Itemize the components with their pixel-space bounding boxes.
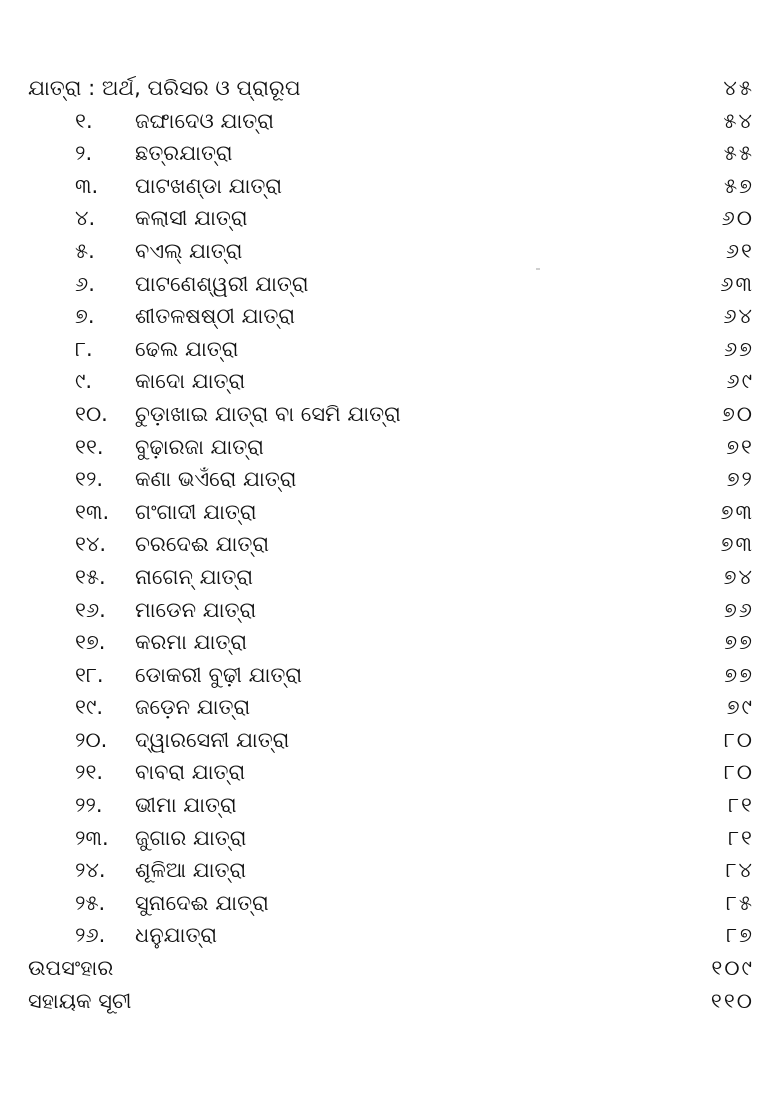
toc-entry	[0, 887, 780, 920]
toc-entry-number: ୧୯.	[75, 695, 104, 720]
toc-entry-page: ୫୪	[723, 108, 754, 133]
toc-entry	[0, 822, 780, 855]
toc-entry-number: ୨୬.	[75, 923, 106, 948]
toc-entry-page: ୬୩	[720, 271, 754, 296]
toc-entry-title: କଣା ଭଏଁରୋ ଯାତ୍ରା	[135, 467, 297, 492]
toc-entry-number: ୪.	[75, 206, 96, 231]
toc-entry	[0, 756, 780, 789]
toc-entry-page: ୬୯	[726, 369, 754, 394]
toc-entry-number: ୫.	[75, 238, 95, 263]
toc-entry	[0, 919, 780, 952]
toc-entry	[0, 463, 780, 496]
toc-entry	[0, 333, 780, 366]
toc-entry	[0, 496, 780, 529]
toc-entry-page: ୧୦୯	[711, 956, 754, 981]
toc-entry-title: ବୁଢ଼ାରଜା ଯାତ୍ରା	[135, 434, 264, 459]
scan-speck	[536, 268, 540, 270]
toc-entry-title: ଡୋକରୀ ବୁଢ଼ୀ ଯାତ୍ରା	[135, 662, 303, 687]
toc-entry	[0, 268, 780, 301]
toc-entry-number: ୨୦.	[75, 727, 108, 752]
toc-entry-number: ୧୬.	[75, 597, 106, 622]
toc-entry-page: ୬୭	[723, 336, 754, 361]
toc-entry-page: ୭୬	[723, 597, 754, 622]
toc-entry	[0, 789, 780, 822]
toc-entry-page: ୬୪	[723, 304, 754, 329]
toc-entry-page: ୭୭	[724, 630, 754, 655]
toc-entry-title: କାଦୋ ଯାତ୍ରା	[135, 369, 246, 394]
toc-entry-page: ୭୯	[726, 695, 754, 720]
toc-entry	[0, 300, 780, 333]
toc-entry	[0, 170, 780, 203]
toc-entry-number: ୮.	[75, 336, 93, 361]
toc-entry-page: ୮୧	[728, 825, 754, 850]
toc-entry-title: ଜଙ୍ଘାଦେଓ ଯାତ୍ରା	[135, 108, 274, 133]
toc-entry-title: ଭୀମା ଯାତ୍ରା	[135, 793, 237, 818]
toc-entry-title: ପାଟଖଣ୍ଡା ଯାତ୍ରା	[135, 173, 283, 198]
toc-entry-page: ୮୦	[723, 760, 754, 785]
toc-entry-number: ୯.	[75, 369, 93, 394]
toc-entry-title: ଶୀତଳଷଷ୍ଠୀ ଯାତ୍ରା	[135, 304, 296, 329]
toc-entry	[0, 691, 780, 724]
toc-entry	[0, 626, 780, 659]
toc-entry-page: ୬୦	[721, 206, 754, 231]
toc-entry	[0, 365, 780, 398]
toc-entry-number: ୬.	[75, 271, 95, 296]
toc-entry-title: ନାଗେନ୍ ଯାତ୍ରା	[135, 564, 254, 589]
toc-entry-page: ୭୧	[726, 434, 754, 459]
toc-entry-title: ଛତ୍ରଯାତ୍ରା	[135, 141, 233, 166]
toc-entry-number: ୧୩.	[75, 499, 110, 524]
toc-entry-page: ୭୨	[726, 467, 754, 492]
toc-entry-number: ୨.	[75, 141, 93, 166]
toc-entry-title: କରମା ଯାତ୍ରା	[135, 630, 248, 655]
toc-entry-title: ଢେଲ ଯାତ୍ରା	[135, 336, 239, 361]
toc-entry-number: ୧୫.	[75, 564, 106, 589]
toc-entry-page: ୬୧	[725, 238, 754, 263]
toc-entry-number: ୧୦.	[75, 401, 108, 426]
toc-entry	[0, 398, 780, 431]
toc-entry-title: ଯାତ୍ରା : ଅର୍ଥ, ପରିସର ଓ ପ୍ରାରୂପ	[28, 76, 301, 100]
toc-entry-page: ୫୫	[723, 141, 754, 166]
toc-entry-title: ସୁନାଦେଈ ଯାତ୍ରା	[135, 890, 269, 915]
toc-entry-title: ମାଡେନ ଯାତ୍ରା	[135, 597, 257, 622]
toc-entry-title: ବାବରା ଯାତ୍ରା	[135, 760, 246, 785]
toc-entry-number: ୭.	[75, 304, 95, 329]
toc-entry	[0, 431, 780, 464]
toc-entry-page: ୭୪	[723, 564, 754, 589]
toc-entry-title: ବଏଲ୍ ଯାତ୍ରା	[135, 238, 243, 263]
toc-entry-number: ୨୩.	[75, 825, 109, 850]
toc-entry-number: ୧୧.	[75, 434, 104, 459]
toc-entry-title: ଶୂଳିଆ ଯାତ୍ରା	[135, 858, 247, 883]
toc-entry	[0, 137, 780, 170]
toc-entry-number: ୨୫.	[75, 890, 106, 915]
toc-entry-title: ଉପସଂହାର	[28, 956, 114, 981]
toc-entry-number: ୨୨.	[75, 793, 103, 818]
toc-entry-page: ୮୪	[725, 858, 754, 883]
toc-entry	[0, 528, 780, 561]
toc-entry-title: ଜୁଗାର ଯାତ୍ରା	[135, 825, 247, 850]
toc-entry	[0, 202, 780, 235]
toc-entry-page: ୮୫	[725, 890, 754, 915]
toc-entry-title: ଧନୁଯାତ୍ରା	[135, 923, 218, 948]
toc-entry-number: ୧୭.	[75, 630, 106, 655]
toc-entry-number: ୧.	[75, 108, 93, 133]
toc-entry-title: ଚରଦେଈ ଯାତ୍ରା	[135, 532, 270, 557]
toc-entry-page: ୮୧	[728, 793, 754, 818]
toc-entry-number: ୧୮.	[75, 662, 104, 687]
toc-entry-number: ୧୨.	[75, 467, 104, 492]
toc-entry-title: ଗଂଗାଦୀ ଯାତ୍ରା	[135, 499, 257, 524]
toc-entry	[0, 594, 780, 627]
toc-entry-number: ୨୪.	[75, 858, 106, 883]
toc-entry-title: ଦ୍ୱାରସେନୀ ଯାତ୍ରା	[135, 727, 290, 752]
toc-section-heading	[0, 72, 780, 105]
toc-entry-title: ପାଟଣେଶ୍ୱରୀ ଯାତ୍ରା	[135, 271, 309, 296]
toc-entry-page: ୭୩	[720, 499, 754, 524]
toc-entry	[0, 235, 780, 268]
toc-entry-page: ୫୭	[724, 173, 754, 198]
toc-entry-page: ୭୩	[720, 532, 754, 557]
toc-entry-title: ସହାୟକ ସୂଚୀ	[28, 988, 132, 1013]
toc-entry-number: ୨୧.	[75, 760, 104, 785]
toc-entry-page: ୭୭	[724, 662, 754, 687]
toc-entry-page: ୮୦	[723, 727, 754, 752]
table-of-contents	[0, 72, 780, 1017]
toc-entry-page: ୧୧୦	[710, 988, 754, 1013]
toc-entry-page: ୭୦	[721, 401, 754, 426]
toc-entry-page: ୪୫	[723, 76, 754, 100]
toc-entry-number: ୩.	[75, 173, 99, 198]
toc-entry-title: ଚୁଡ଼ାଖାଇ ଯାତ୍ରା ବା ସେମି ଯାତ୍ରା	[135, 401, 401, 426]
toc-back-matter-entry	[0, 985, 780, 1018]
toc-entry-title: କଲାସୀ ଯାତ୍ରା	[135, 206, 248, 231]
toc-entry	[0, 561, 780, 594]
toc-entry	[0, 105, 780, 138]
toc-entry	[0, 724, 780, 757]
toc-entry-page: ୮୭	[726, 923, 754, 948]
toc-entry	[0, 659, 780, 692]
toc-back-matter-entry	[0, 952, 780, 985]
toc-entry-number: ୧୪.	[75, 532, 107, 557]
toc-entry-title: ଜଡ଼େନ ଯାତ୍ରା	[135, 695, 251, 720]
toc-entry	[0, 854, 780, 887]
